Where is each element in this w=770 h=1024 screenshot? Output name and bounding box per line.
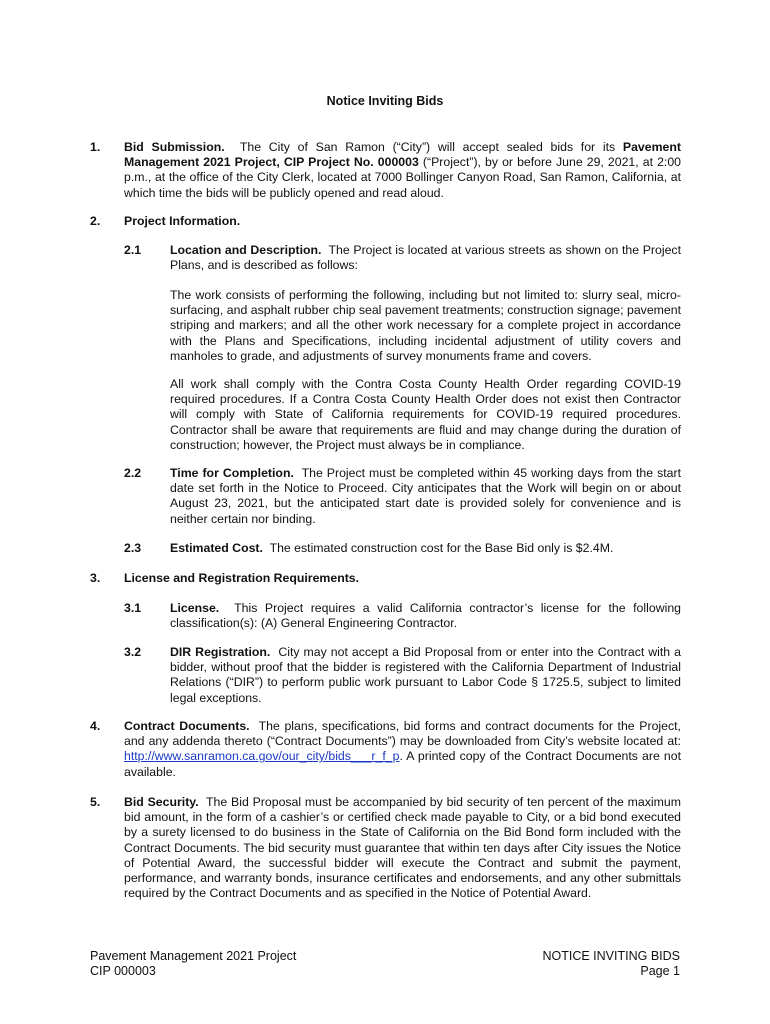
section-3-2-text: City may not accept a Bid Proposal from or enter into the Contract with a bidder, without proof that the bidder is registered with the California Department of Industrial Relations (“DIR”) to perform public work pursuant to Labor Code § 1725.5, subject to limited legal exceptions. — [170, 645, 681, 705]
section-2-2-paragraph — [170, 466, 681, 527]
section-4-text-a: The plans, specifications, bid forms and contract documents for the Project, and any addenda thereto (“Contract Documents”) may be downloaded from City’s website located at: — [124, 719, 681, 749]
section-5-text: The Bid Proposal must be accompanied by bid security of ten percent of the maximum bid amount, in the form of a cashier’s or certified check made payable to City, or a bid bond executed by a surety licensed to do business in the State of California on the Bid Bond form included with the Contract Documents. The bid security must guarantee that within ten days after City issues the Notice of Potential Award, the successful bidder will execute the Contract and submit the payment, performance, and warranty bonds, insurance certificates and endorsements, and any other submittals required by the Contract Documents and as specified in the Notice of Potential Award. — [124, 795, 681, 901]
section-5-number: 5. — [90, 795, 101, 809]
section-4-paragraph — [124, 719, 681, 780]
section-2-3-paragraph — [170, 541, 681, 556]
footer-project-name: Pavement Management 2021 Project — [90, 949, 297, 963]
section-3-2-heading: DIR Registration. — [170, 645, 271, 659]
covid-compliance-paragraph: All work shall comply with the Contra Costa County Health Order regarding COVID-19 required procedures. If a Contra Costa County Health Order does not exist then Contractor will comply with State of California requirements for COVID-19 required procedures. Contractor shall be aware that requirements are fluid and may change during the duration of construction; however, the Project must always be in compliance. — [170, 377, 681, 452]
footer-document-name: NOTICE INVITING BIDS — [542, 949, 680, 963]
footer-page-number: Page 1 — [640, 964, 680, 978]
footer-cip-number: CIP 000003 — [90, 964, 156, 978]
section-1-project-name: Pavement Management 2021 Project, CIP Project No. 000003 — [124, 140, 681, 170]
section-1-text-a: The City of San Ramon (“City”) will accept sealed bids for its — [239, 140, 616, 154]
section-1-number: 1. — [90, 140, 101, 154]
footer-left — [90, 949, 296, 979]
section-2-1-number: 2.1 — [124, 243, 142, 257]
footer-right — [542, 949, 680, 979]
section-4-text-b: . A printed copy of the Contract Documents are not available. — [124, 749, 681, 779]
section-3-1-paragraph — [170, 601, 681, 631]
section-1-text-b: (“Project”), by or before June 29, 2021, at 2:00 p.m., at the office of the City Clerk, located at 7000 Bollinger Canyon Road, San Ramon, California, at which time the bids will be publicly opened and read aloud. — [124, 155, 681, 200]
section-1-heading: Bid Submission. — [124, 140, 225, 154]
section-2-2-text: The Project must be completed within 45 working days from the start date set forth in the Notice to Proceed. City anticipates that the Work will begin on or about August 23, 2021, but the anticipated start date is provided solely for convenience and is neither certain nor binding. — [170, 466, 681, 526]
work-description-paragraph: The work consists of performing the following, including but not limited to: slurry seal, micro-surfacing, and asphalt rubber chip seal pavement treatments; construction signage; pavement striping and markers; and all the other work necessary for a complete project in accordance with the Plans and Specifications, including incidental adjustment of utility covers and manholes to grade, and adjustments of survey monuments frame and covers. — [170, 288, 681, 363]
section-2-2-heading: Time for Completion. — [170, 466, 294, 480]
section-2-2-number: 2.2 — [124, 466, 142, 480]
section-5-heading: Bid Security. — [124, 795, 199, 809]
section-3-2-number: 3.2 — [124, 645, 142, 659]
section-5-paragraph — [124, 795, 681, 901]
section-2-number: 2. — [90, 214, 101, 228]
section-4-number: 4. — [90, 719, 101, 733]
contract-documents-link[interactable]: http://www.sanramon.ca.gov/our_city/bids___r_f_p — [124, 749, 400, 764]
section-3-heading: License and Registration Requirements. — [124, 571, 360, 585]
section-2-1-text: The Project is located at various streets as shown on the Project Plans, and is described as follows: — [170, 243, 681, 273]
section-3-1-text: This Project requires a valid California contractor’s license for the following classification(s): (A) General Engineering Contractor. — [170, 601, 681, 631]
page-title: Notice Inviting Bids — [326, 94, 444, 108]
section-3-1-heading: License. — [170, 601, 220, 615]
section-3-1-number: 3.1 — [124, 601, 142, 615]
section-2-1-heading: Location and Description. — [170, 243, 322, 257]
section-1-paragraph — [124, 140, 681, 201]
section-2-3-text: The estimated construction cost for the Base Bid only is $2.4M. — [269, 541, 614, 555]
section-3-number: 3. — [90, 571, 101, 585]
section-2-3-number: 2.3 — [124, 541, 142, 555]
section-4-heading: Contract Documents. — [124, 719, 250, 733]
section-2-heading: Project Information. — [124, 214, 241, 228]
section-2-3-heading: Estimated Cost. — [170, 541, 263, 555]
section-2-1-paragraph — [170, 243, 681, 273]
section-3-2-paragraph — [170, 645, 681, 706]
